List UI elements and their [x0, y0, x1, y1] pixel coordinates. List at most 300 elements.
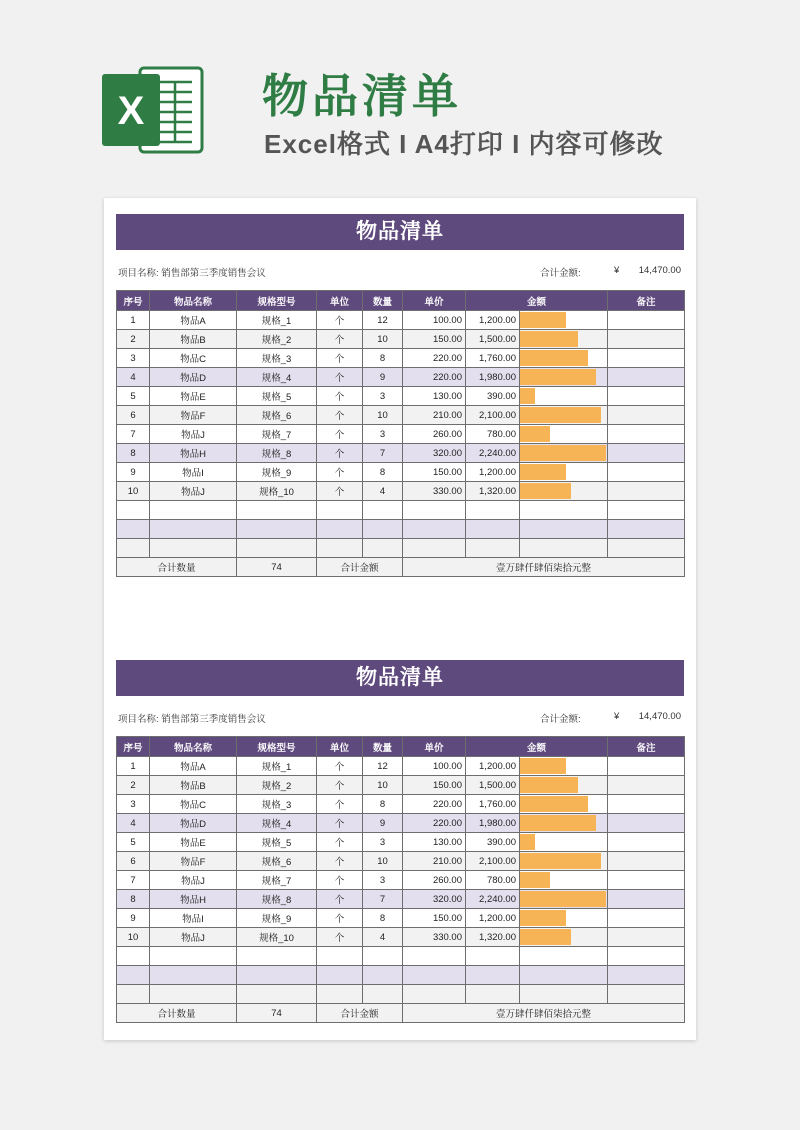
table-row	[117, 909, 685, 928]
cell-amount-bar	[520, 406, 608, 425]
empty-cell	[520, 501, 608, 520]
empty-cell	[150, 985, 237, 1004]
cell-qty: 10	[363, 406, 403, 425]
cell-amount-bar	[520, 928, 608, 947]
amount-databar	[520, 834, 535, 850]
cell-spec: 规格_5	[237, 833, 317, 852]
amount-databar	[520, 350, 588, 366]
total-qty-value: 74	[237, 558, 317, 577]
empty-row	[117, 947, 685, 966]
amount-databar	[520, 426, 550, 442]
cell-name: 物品C	[150, 349, 237, 368]
empty-cell	[520, 947, 608, 966]
col-header-amount: 金额	[466, 737, 608, 757]
table-row	[117, 425, 685, 444]
table-row	[117, 368, 685, 387]
empty-cell	[317, 966, 363, 985]
cell-note	[608, 814, 685, 833]
amount-databar	[520, 796, 588, 812]
cell-qty: 10	[363, 330, 403, 349]
cell-amount: 2,100.00	[466, 852, 520, 871]
cell-qty: 7	[363, 890, 403, 909]
cell-qty: 4	[363, 482, 403, 501]
empty-cell	[403, 985, 466, 1004]
cell-amount: 780.00	[466, 425, 520, 444]
amount-databar	[520, 331, 578, 347]
cell-no: 9	[117, 909, 150, 928]
cell-note	[608, 795, 685, 814]
empty-cell	[363, 501, 403, 520]
cell-name: 物品H	[150, 890, 237, 909]
cell-amount: 1,200.00	[466, 909, 520, 928]
cell-price: 260.00	[403, 871, 466, 890]
empty-cell	[363, 520, 403, 539]
sheet-info-row	[116, 250, 684, 290]
inventory-sheet-1	[116, 214, 684, 577]
empty-cell	[237, 501, 317, 520]
cell-spec: 规格_10	[237, 482, 317, 501]
empty-cell	[317, 947, 363, 966]
empty-cell	[520, 539, 608, 558]
empty-cell	[237, 520, 317, 539]
cell-unit: 个	[317, 482, 363, 501]
cell-no: 7	[117, 871, 150, 890]
empty-cell	[608, 539, 685, 558]
cell-name: 物品A	[150, 757, 237, 776]
cell-name: 物品D	[150, 368, 237, 387]
cell-amount: 2,100.00	[466, 406, 520, 425]
empty-cell	[237, 985, 317, 1004]
empty-cell	[403, 966, 466, 985]
amount-databar	[520, 407, 601, 423]
cell-unit: 个	[317, 330, 363, 349]
cell-price: 150.00	[403, 330, 466, 349]
cell-note	[608, 463, 685, 482]
cell-no: 1	[117, 311, 150, 330]
cell-note	[608, 311, 685, 330]
cell-amount: 2,240.00	[466, 444, 520, 463]
table-row	[117, 349, 685, 368]
cell-name: 物品J	[150, 928, 237, 947]
cell-name: 物品E	[150, 833, 237, 852]
table-row	[117, 852, 685, 871]
cell-price: 130.00	[403, 833, 466, 852]
cell-note	[608, 349, 685, 368]
col-header-note: 备注	[608, 737, 685, 757]
amount-databar	[520, 445, 606, 461]
empty-cell	[150, 539, 237, 558]
cell-amount-bar	[520, 871, 608, 890]
table-row	[117, 776, 685, 795]
cell-amount-bar	[520, 482, 608, 501]
currency-symbol: ¥	[614, 265, 620, 276]
cell-name: 物品I	[150, 909, 237, 928]
cell-qty: 3	[363, 387, 403, 406]
cell-price: 330.00	[403, 928, 466, 947]
cell-qty: 8	[363, 795, 403, 814]
total-amount-label: 合计金额:	[540, 714, 581, 725]
table-row	[117, 814, 685, 833]
svg-text:X: X	[117, 89, 145, 133]
cell-price: 150.00	[403, 776, 466, 795]
page-subtitle: Excel格式 I A4打印 I 内容可修改	[264, 129, 664, 159]
cell-unit: 个	[317, 776, 363, 795]
cell-amount-bar	[520, 814, 608, 833]
empty-cell	[608, 966, 685, 985]
cell-spec: 规格_9	[237, 463, 317, 482]
cell-name: 物品B	[150, 776, 237, 795]
cell-note	[608, 406, 685, 425]
cell-amount-bar	[520, 776, 608, 795]
cell-amount-bar	[520, 890, 608, 909]
sheet-title-band: 物品清单	[116, 214, 684, 250]
cell-price: 260.00	[403, 425, 466, 444]
items-table	[116, 736, 685, 1023]
cell-amount-bar	[520, 425, 608, 444]
cell-spec: 规格_4	[237, 368, 317, 387]
table-row	[117, 757, 685, 776]
amount-databar	[520, 853, 601, 869]
document-paper	[104, 198, 696, 1040]
amount-databar	[520, 777, 578, 793]
col-header-no: 序号	[117, 737, 150, 757]
empty-cell	[403, 947, 466, 966]
summary-row	[117, 1004, 685, 1023]
cell-amount-bar	[520, 349, 608, 368]
cell-name: 物品D	[150, 814, 237, 833]
cell-amount-bar	[520, 330, 608, 349]
total-amount-label-cell: 合计金额	[317, 1004, 403, 1023]
cell-qty: 4	[363, 928, 403, 947]
total-amount-label: 合计金额:	[540, 268, 581, 279]
total-amount-label-cell: 合计金额	[317, 558, 403, 577]
amount-databar	[520, 483, 571, 499]
cell-amount-bar	[520, 795, 608, 814]
cell-spec: 规格_6	[237, 852, 317, 871]
cell-no: 2	[117, 330, 150, 349]
cell-no: 8	[117, 444, 150, 463]
table-row	[117, 833, 685, 852]
cell-name: 物品J	[150, 482, 237, 501]
empty-cell	[117, 947, 150, 966]
cell-amount-bar	[520, 444, 608, 463]
cell-name: 物品B	[150, 330, 237, 349]
empty-row	[117, 520, 685, 539]
empty-cell	[466, 966, 520, 985]
cell-qty: 8	[363, 909, 403, 928]
cell-qty: 12	[363, 757, 403, 776]
cell-amount: 1,320.00	[466, 928, 520, 947]
cell-no: 3	[117, 349, 150, 368]
empty-cell	[117, 966, 150, 985]
cell-no: 10	[117, 928, 150, 947]
total-qty-value: 74	[237, 1004, 317, 1023]
cell-amount-bar	[520, 387, 608, 406]
col-header-qty: 数量	[363, 291, 403, 311]
cell-spec: 规格_3	[237, 349, 317, 368]
cell-unit: 个	[317, 852, 363, 871]
empty-cell	[466, 985, 520, 1004]
cell-name: 物品F	[150, 406, 237, 425]
cell-amount: 780.00	[466, 871, 520, 890]
cell-price: 100.00	[403, 311, 466, 330]
empty-cell	[520, 966, 608, 985]
col-header-name: 物品名称	[150, 291, 237, 311]
empty-cell	[466, 947, 520, 966]
empty-cell	[117, 985, 150, 1004]
empty-cell	[403, 501, 466, 520]
summary-row	[117, 558, 685, 577]
empty-cell	[608, 985, 685, 1004]
cell-note	[608, 387, 685, 406]
project-name: 项目名称: 销售部第三季度销售会议	[118, 714, 266, 725]
total-qty-label: 合计数量	[117, 558, 237, 577]
table-row	[117, 795, 685, 814]
cell-amount: 1,760.00	[466, 795, 520, 814]
cell-no: 8	[117, 890, 150, 909]
cell-amount-bar	[520, 852, 608, 871]
empty-cell	[117, 539, 150, 558]
cell-spec: 规格_9	[237, 909, 317, 928]
total-amount-words: 壹万肆仟肆佰柒拾元整	[403, 1004, 685, 1023]
currency-symbol: ¥	[614, 711, 620, 722]
cell-no: 7	[117, 425, 150, 444]
col-header-qty: 数量	[363, 737, 403, 757]
cell-no: 2	[117, 776, 150, 795]
amount-databar	[520, 872, 550, 888]
cell-note	[608, 871, 685, 890]
empty-cell	[608, 520, 685, 539]
cell-price: 320.00	[403, 890, 466, 909]
cell-amount: 1,200.00	[466, 757, 520, 776]
cell-note	[608, 482, 685, 501]
amount-databar	[520, 758, 566, 774]
col-header-name: 物品名称	[150, 737, 237, 757]
cell-no: 5	[117, 833, 150, 852]
table-row	[117, 444, 685, 463]
cell-note	[608, 368, 685, 387]
col-header-no: 序号	[117, 291, 150, 311]
cell-qty: 12	[363, 311, 403, 330]
amount-databar	[520, 312, 566, 328]
cell-amount: 1,760.00	[466, 349, 520, 368]
inventory-sheet-2	[116, 660, 684, 1023]
empty-row	[117, 985, 685, 1004]
cell-price: 220.00	[403, 349, 466, 368]
col-header-price: 单价	[403, 291, 466, 311]
cell-amount: 2,240.00	[466, 890, 520, 909]
total-amount-words: 壹万肆仟肆佰柒拾元整	[403, 558, 685, 577]
empty-cell	[117, 501, 150, 520]
table-row	[117, 387, 685, 406]
cell-no: 6	[117, 852, 150, 871]
cell-no: 4	[117, 814, 150, 833]
col-header-amount: 金额	[466, 291, 608, 311]
empty-cell	[317, 520, 363, 539]
cell-name: 物品F	[150, 852, 237, 871]
cell-no: 6	[117, 406, 150, 425]
cell-qty: 10	[363, 776, 403, 795]
page-header	[0, 0, 800, 190]
amount-databar	[520, 815, 596, 831]
cell-unit: 个	[317, 425, 363, 444]
amount-databar	[520, 369, 596, 385]
col-header-spec: 规格型号	[237, 291, 317, 311]
empty-cell	[466, 539, 520, 558]
amount-databar	[520, 910, 566, 926]
cell-note	[608, 852, 685, 871]
empty-row	[117, 501, 685, 520]
cell-spec: 规格_1	[237, 757, 317, 776]
table-row	[117, 406, 685, 425]
cell-name: 物品J	[150, 871, 237, 890]
cell-name: 物品C	[150, 795, 237, 814]
table-row	[117, 330, 685, 349]
cell-price: 320.00	[403, 444, 466, 463]
amount-databar	[520, 891, 606, 907]
empty-cell	[150, 520, 237, 539]
empty-cell	[363, 966, 403, 985]
col-header-unit: 单位	[317, 737, 363, 757]
cell-unit: 个	[317, 833, 363, 852]
cell-amount: 390.00	[466, 833, 520, 852]
empty-cell	[363, 539, 403, 558]
empty-cell	[403, 539, 466, 558]
cell-amount-bar	[520, 833, 608, 852]
table-header-row	[117, 291, 685, 311]
cell-qty: 3	[363, 871, 403, 890]
cell-unit: 个	[317, 349, 363, 368]
col-header-price: 单价	[403, 737, 466, 757]
empty-cell	[150, 947, 237, 966]
table-row	[117, 871, 685, 890]
cell-amount: 1,320.00	[466, 482, 520, 501]
sheet-title-band: 物品清单	[116, 660, 684, 696]
cell-unit: 个	[317, 444, 363, 463]
cell-name: 物品A	[150, 311, 237, 330]
cell-price: 220.00	[403, 814, 466, 833]
cell-spec: 规格_7	[237, 871, 317, 890]
empty-cell	[317, 539, 363, 558]
cell-spec: 规格_10	[237, 928, 317, 947]
total-amount-value: 14,470.00	[638, 265, 681, 276]
col-header-spec: 规格型号	[237, 737, 317, 757]
cell-note	[608, 757, 685, 776]
cell-qty: 10	[363, 852, 403, 871]
empty-cell	[317, 501, 363, 520]
col-header-note: 备注	[608, 291, 685, 311]
items-table	[116, 290, 685, 577]
empty-cell	[363, 985, 403, 1004]
cell-qty: 9	[363, 368, 403, 387]
empty-row	[117, 539, 685, 558]
cell-qty: 3	[363, 833, 403, 852]
empty-cell	[608, 947, 685, 966]
cell-spec: 规格_1	[237, 311, 317, 330]
empty-cell	[237, 539, 317, 558]
empty-cell	[317, 985, 363, 1004]
cell-qty: 3	[363, 425, 403, 444]
cell-spec: 规格_4	[237, 814, 317, 833]
cell-unit: 个	[317, 890, 363, 909]
cell-amount-bar	[520, 757, 608, 776]
cell-amount-bar	[520, 909, 608, 928]
cell-name: 物品H	[150, 444, 237, 463]
empty-cell	[520, 985, 608, 1004]
cell-no: 5	[117, 387, 150, 406]
sheet-info-row	[116, 696, 684, 736]
cell-qty: 8	[363, 349, 403, 368]
cell-price: 330.00	[403, 482, 466, 501]
cell-spec: 规格_3	[237, 795, 317, 814]
cell-unit: 个	[317, 757, 363, 776]
cell-price: 130.00	[403, 387, 466, 406]
table-row	[117, 463, 685, 482]
empty-cell	[520, 520, 608, 539]
total-amount-value: 14,470.00	[638, 711, 681, 722]
cell-note	[608, 444, 685, 463]
cell-name: 物品J	[150, 425, 237, 444]
amount-databar	[520, 388, 535, 404]
cell-amount-bar	[520, 368, 608, 387]
excel-icon	[100, 60, 206, 160]
cell-spec: 规格_7	[237, 425, 317, 444]
empty-cell	[237, 947, 317, 966]
empty-cell	[150, 501, 237, 520]
cell-price: 210.00	[403, 852, 466, 871]
cell-amount: 1,200.00	[466, 311, 520, 330]
cell-note	[608, 776, 685, 795]
cell-unit: 个	[317, 387, 363, 406]
cell-qty: 7	[363, 444, 403, 463]
cell-unit: 个	[317, 311, 363, 330]
cell-price: 220.00	[403, 795, 466, 814]
empty-cell	[403, 520, 466, 539]
table-row	[117, 482, 685, 501]
empty-cell	[466, 501, 520, 520]
cell-price: 220.00	[403, 368, 466, 387]
cell-amount: 1,980.00	[466, 814, 520, 833]
cell-spec: 规格_8	[237, 890, 317, 909]
cell-unit: 个	[317, 368, 363, 387]
cell-price: 210.00	[403, 406, 466, 425]
cell-spec: 规格_6	[237, 406, 317, 425]
cell-qty: 8	[363, 463, 403, 482]
cell-spec: 规格_2	[237, 330, 317, 349]
empty-cell	[608, 501, 685, 520]
page-title: 物品清单	[262, 70, 462, 122]
cell-unit: 个	[317, 814, 363, 833]
cell-note	[608, 909, 685, 928]
cell-name: 物品I	[150, 463, 237, 482]
cell-amount: 1,200.00	[466, 463, 520, 482]
empty-row	[117, 966, 685, 985]
cell-unit: 个	[317, 795, 363, 814]
cell-note	[608, 425, 685, 444]
cell-amount-bar	[520, 311, 608, 330]
cell-price: 150.00	[403, 909, 466, 928]
cell-amount: 390.00	[466, 387, 520, 406]
cell-no: 3	[117, 795, 150, 814]
table-row	[117, 928, 685, 947]
cell-no: 10	[117, 482, 150, 501]
project-name: 项目名称: 销售部第三季度销售会议	[118, 268, 266, 279]
table-row	[117, 311, 685, 330]
empty-cell	[363, 947, 403, 966]
cell-name: 物品E	[150, 387, 237, 406]
cell-qty: 9	[363, 814, 403, 833]
col-header-unit: 单位	[317, 291, 363, 311]
